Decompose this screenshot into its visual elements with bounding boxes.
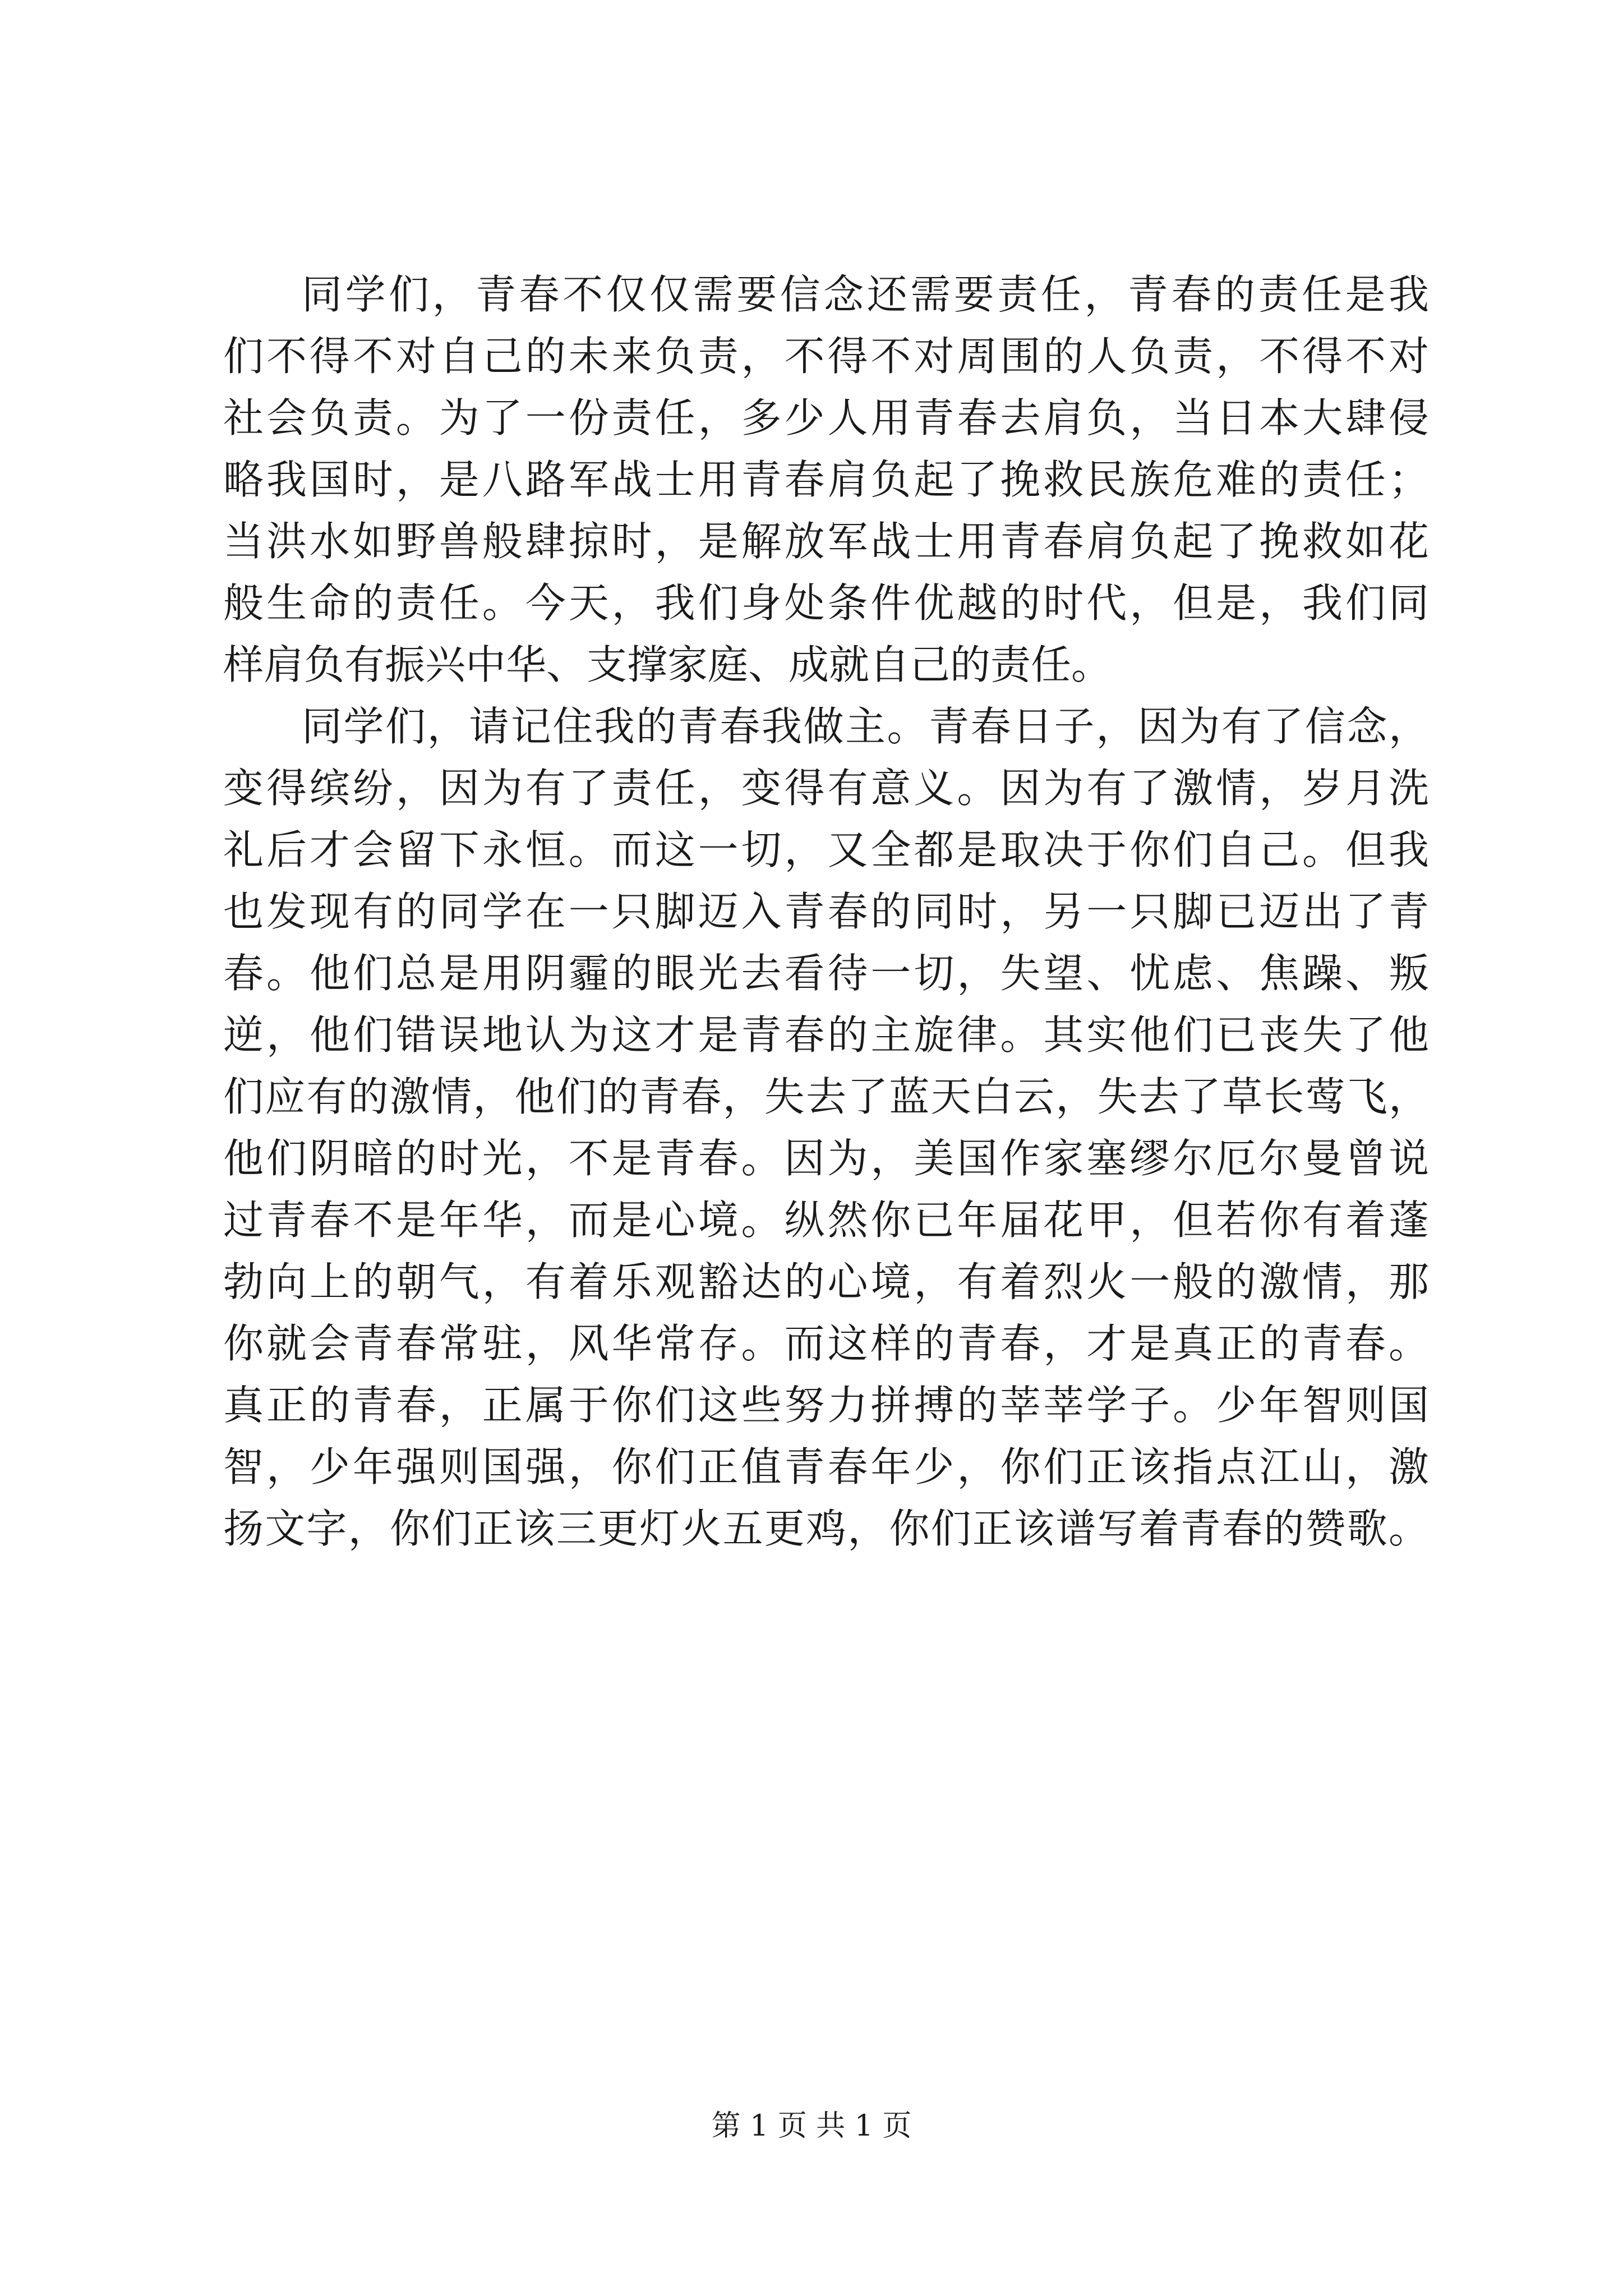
text-line: 你就会青春常驻，风华常存。而这样的青春，才是真正的青春。 [223, 1320, 1429, 1367]
text-line: 变得缤纷，因为有了责任，变得有意义。因为有了激情，岁月洗 [223, 765, 1429, 812]
paragraph-my-youth [223, 696, 1429, 1559]
text-line: 礼后才会留下永恒。而这一切，又全都是取决于你们自己。但我 [223, 826, 1429, 873]
paragraph-responsibility [223, 264, 1429, 696]
text-line: 智，少年强则国强，你们正值青春年少，你们正该指点江山，激 [223, 1443, 1429, 1490]
text-line: 过青春不是年华，而是心境。纵然你已年届花甲，但若你有着蓬 [223, 1197, 1429, 1244]
text-line: 他们阴暗的时光，不是青春。因为，美国作家塞缪尔厄尔曼曾说 [223, 1135, 1429, 1182]
text-line: 们不得不对自己的未来负责，不得不对周围的人负责，不得不对 [223, 333, 1429, 380]
text-line: 真正的青春，正属于你们这些努力拼搏的莘莘学子。少年智则国 [223, 1382, 1429, 1429]
text-line: 春。他们总是用阴霾的眼光去看待一切，失望、忧虑、焦躁、叛 [223, 950, 1429, 997]
text-line: 样肩负有振兴中华、支撑家庭、成就自己的责任。 [223, 641, 1112, 688]
text-line: 扬文字，你们正该三更灯火五更鸡，你们正该谱写着青春的赞歌。 [223, 1505, 1429, 1552]
document-body [223, 264, 1429, 1559]
text-line: 同学们，请记住我的青春我做主。青春日子，因为有了信念， [302, 703, 1429, 750]
text-line: 略我国时，是八路军战士用青春肩负起了挽救民族危难的责任； [223, 456, 1429, 503]
page-footer: 第 1 页 共 1 页 [711, 2109, 912, 2143]
text-line: 勃向上的朝气，有着乐观豁达的心境，有着烈火一般的激情，那 [223, 1258, 1429, 1305]
text-line: 也发现有的同学在一只脚迈入青春的同时，另一只脚已迈出了青 [223, 888, 1429, 935]
text-line: 们应有的激情，他们的青春，失去了蓝天白云，失去了草长莺飞， [223, 1073, 1429, 1120]
text-line: 当洪水如野兽般肆掠时，是解放军战士用青春肩负起了挽救如花 [223, 518, 1429, 565]
text-line: 般生命的责任。今天，我们身处条件优越的时代，但是，我们同 [223, 579, 1429, 627]
text-line: 同学们，青春不仅仅需要信念还需要责任，青春的责任是我 [302, 271, 1429, 318]
text-line: 逆，他们错误地认为这才是青春的主旋律。其实他们已丧失了他 [223, 1011, 1429, 1059]
text-line: 社会负责。为了一份责任，多少人用青春去肩负，当日本大肆侵 [223, 394, 1429, 441]
